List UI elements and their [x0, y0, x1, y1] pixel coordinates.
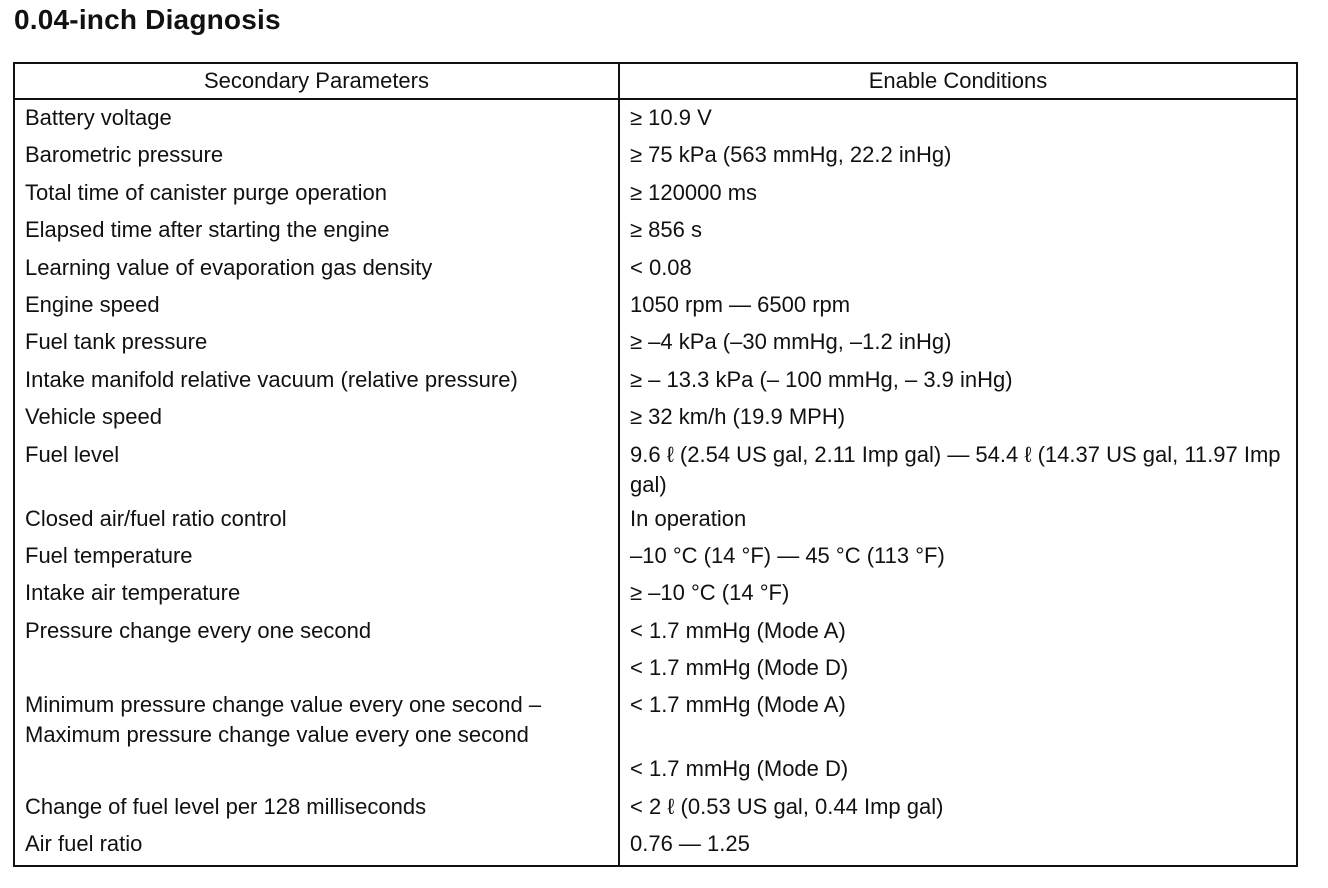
condition-cell: < 2 ℓ (0.53 US gal, 0.44 Imp gal): [619, 790, 1297, 827]
table-row: [14, 288, 1297, 325]
condition-cell: ≥ 10.9 V: [619, 99, 1297, 138]
condition-cell: 1050 rpm — 6500 rpm: [619, 288, 1297, 325]
parameter-cell: Fuel temperature: [14, 539, 619, 576]
condition-cell: 0.76 — 1.25: [619, 827, 1297, 865]
table-header-row: [14, 63, 1297, 99]
condition-cell: ≥ 120000 ms: [619, 176, 1297, 213]
parameter-cell: Elapsed time after starting the engine: [14, 213, 619, 250]
condition-cell: ≥ – 13.3 kPa (– 100 mmHg, – 3.9 inHg): [619, 363, 1297, 400]
condition-cell: < 1.7 mmHg (Mode A): [619, 688, 1297, 752]
parameter-cell: Barometric pressure: [14, 138, 619, 175]
table-row: [14, 752, 1297, 789]
parameter-cell: Pressure change every one second: [14, 614, 619, 651]
condition-cell: In operation: [619, 502, 1297, 539]
table-row: [14, 363, 1297, 400]
parameter-cell: Closed air/fuel ratio control: [14, 502, 619, 539]
parameter-cell: Battery voltage: [14, 99, 619, 138]
parameter-cell: Total time of canister purge operation: [14, 176, 619, 213]
parameter-cell: [14, 651, 619, 688]
condition-cell: –10 °C (14 °F) — 45 °C (113 °F): [619, 539, 1297, 576]
table-row: [14, 688, 1297, 752]
parameter-cell: Learning value of evaporation gas density: [14, 251, 619, 288]
parameter-cell: Change of fuel level per 128 milliseconds: [14, 790, 619, 827]
condition-cell: < 1.7 mmHg (Mode D): [619, 651, 1297, 688]
condition-cell: ≥ –4 kPa (–30 mmHg, –1.2 inHg): [619, 325, 1297, 362]
header-enable-conditions: Enable Conditions: [619, 63, 1297, 99]
parameter-cell: Minimum pressure change value every one second – Maximum pressure change value every one second: [14, 688, 619, 752]
parameter-cell: Engine speed: [14, 288, 619, 325]
header-secondary-parameters: Secondary Parameters: [14, 63, 619, 99]
parameter-cell: Fuel tank pressure: [14, 325, 619, 362]
table-row: [14, 827, 1297, 865]
table-row: [14, 502, 1297, 539]
condition-cell: 9.6 ℓ (2.54 US gal, 2.11 Imp gal) — 54.4 ℓ (14.37 US gal, 11.97 Imp gal): [619, 438, 1297, 502]
parameter-cell: Intake air temperature: [14, 576, 619, 613]
table-row: [14, 576, 1297, 613]
parameter-cell: Air fuel ratio: [14, 827, 619, 865]
condition-cell: ≥ 32 km/h (19.9 MPH): [619, 400, 1297, 437]
table-body: [14, 99, 1297, 866]
table-row: [14, 251, 1297, 288]
table-row: [14, 400, 1297, 437]
parameter-cell: [14, 752, 619, 789]
table-row: [14, 138, 1297, 175]
table-row: [14, 651, 1297, 688]
parameter-cell: Fuel level: [14, 438, 619, 502]
condition-cell: < 1.7 mmHg (Mode A): [619, 614, 1297, 651]
table-row: [14, 99, 1297, 138]
parameter-cell: Intake manifold relative vacuum (relative pressure): [14, 363, 619, 400]
condition-cell: < 0.08: [619, 251, 1297, 288]
table-row: [14, 213, 1297, 250]
table-row: [14, 539, 1297, 576]
page-title: 0.04-inch Diagnosis: [14, 4, 281, 35]
condition-cell: < 1.7 mmHg (Mode D): [619, 752, 1297, 789]
table-row: [14, 790, 1297, 827]
condition-cell: ≥ –10 °C (14 °F): [619, 576, 1297, 613]
table-row: [14, 176, 1297, 213]
condition-cell: ≥ 75 kPa (563 mmHg, 22.2 inHg): [619, 138, 1297, 175]
parameter-cell: Vehicle speed: [14, 400, 619, 437]
table-row: [14, 325, 1297, 362]
condition-cell: ≥ 856 s: [619, 213, 1297, 250]
table-row: [14, 614, 1297, 651]
table-row: [14, 438, 1297, 502]
parameters-table: [13, 62, 1298, 867]
